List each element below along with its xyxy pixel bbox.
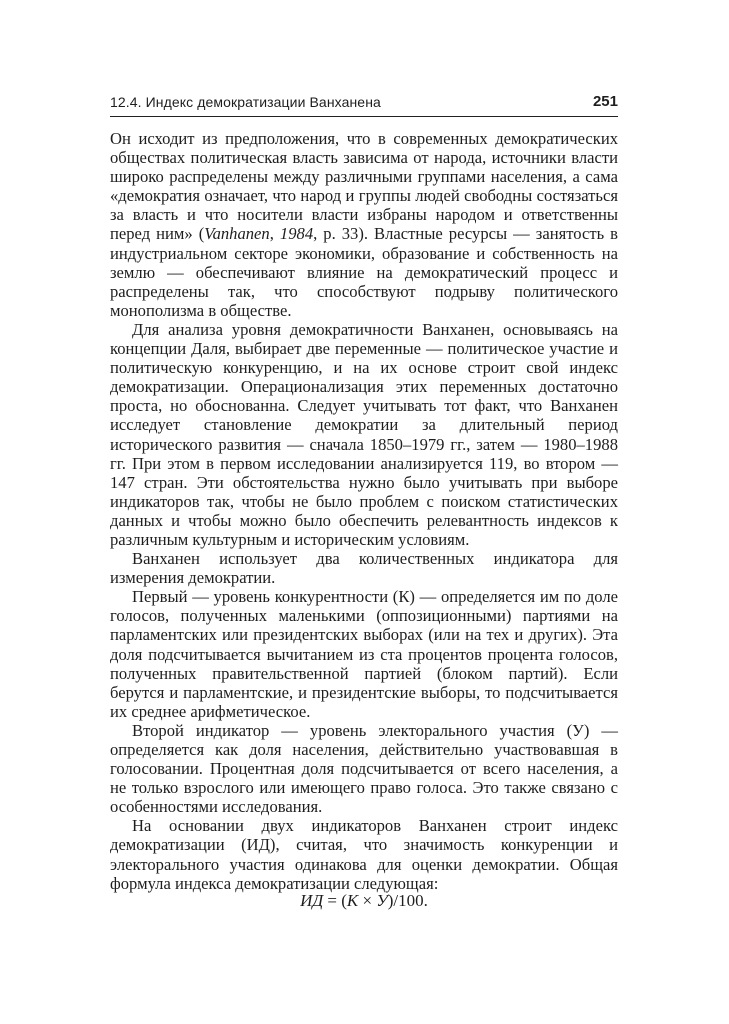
- page-number: 251: [592, 93, 618, 110]
- paragraph-4: Первый — уровень конкурентности (К) — определяется им по доле голосов, полученных маленькими (оппозиционными) партиями на парламентских или президентских выборах (или на тех и других). Эта доля подсчитывается вычитанием из ста процентов процента голосов, полученных правительственной партией (блоком партий). Если берутся и парламентские, и президентские выборы, то подсчитывается их среднее арифметическое.: [110, 587, 618, 721]
- formula-lhs: ИД: [300, 891, 324, 910]
- formula-var-u: У: [376, 891, 388, 910]
- paragraph-3: Ванханен использует два количественных индикатора для измерения демократии.: [110, 549, 618, 588]
- formula: [110, 891, 618, 911]
- citation-year: 1984: [279, 224, 314, 244]
- formula-tail: )/100.: [387, 891, 428, 910]
- paragraph-1-before-cite: Он исходит из предположения, что в современных демократических обществах политическая власть зависима от народа, источники власти широко распределены между различными группами населения, а сама «демократия означает, что народ и группы людей свободны состязаться за власть и что носители власти избраны народом и ответственны перед ним» (: [110, 129, 618, 244]
- paragraph-6: На основании двух индикаторов Ванханен строит индекс демократизации (ИД), считая, что значимость конкуренции и электорального участия одинакова для оценки демократии. Общая формула индекса демократизации следующая:: [110, 816, 618, 893]
- running-header: [110, 92, 618, 117]
- paragraph-1-after-cite: , p. 33). Властные ресурсы — занятость в индустриальном секторе экономики, образование и собственность на землю — обеспечивают влияние на демократический процесс и распределены так, что способствуют подрыву политического монополизма в обществе.: [110, 224, 619, 320]
- formula-times: ×: [358, 891, 377, 910]
- citation-author: Vanhanen: [204, 224, 270, 244]
- paragraph-2: Для анализа уровня демократичности Ванханен, основываясь на концепции Даля, выбирает две переменные — политическое участие и политическую конкуренцию, и на их основе строит свой индекс демократизации. Операционализация этих переменных достаточно проста, но обоснованна. Следует учитывать тот факт, что Ванханен исследует становление демократии за длительный период исторического развития — сначала 1850–1979 гг., затем — 1980–1988 гг. При этом в первом исследовании анализируется 119, во втором — 147 стран. Эти обстоятельства нужно было учитывать при выборе индикаторов так, чтобы не было проблем с поиском статистических данных и чтобы можно было обеспечить релевантность индексов к различным культурным и историческим условиям.: [110, 319, 618, 549]
- formula-var-k: К: [346, 891, 359, 910]
- running-title: 12.4. Индекс демократизации Ванханена: [110, 94, 381, 110]
- citation-separator: ,: [269, 224, 280, 244]
- formula-equals: = (: [323, 891, 347, 910]
- body-text: [110, 129, 618, 893]
- paragraph-1: [110, 129, 618, 320]
- paragraph-5: Второй индикатор — уровень электорального участия (У) — определяется как доля населения, действительно участвовавшая в голосовании. Процентная доля подсчитывается от всего населения, а не только взрослого или имеющего право голоса. Это также связано с особенностями исследования.: [110, 720, 618, 817]
